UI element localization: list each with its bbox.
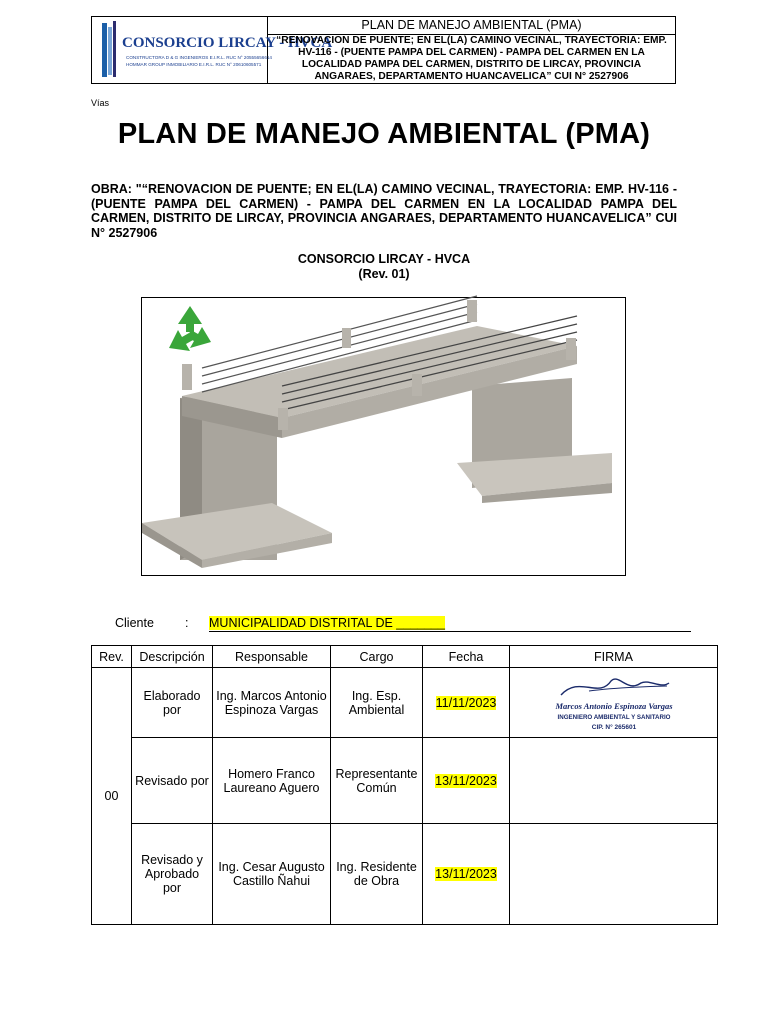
approval-table xyxy=(91,645,718,925)
fecha-cell xyxy=(423,824,510,925)
col-rev: Rev. xyxy=(92,646,132,668)
logo-line2: HOMMAR GROUP INMOBILIARIO E.I.R.L. RUC N° 20610605571 xyxy=(126,62,262,67)
fecha-value: 11/11/2023 xyxy=(435,695,497,710)
document-header xyxy=(91,16,676,84)
bridge-illustration xyxy=(141,297,626,576)
consortium-block xyxy=(0,252,768,282)
project-description: OBRA: "“RENOVACION DE PUENTE; EN EL(LA) CAMINO VECINAL, TRAYECTORIA: EMP. HV-116 - (PUENTE PAMPA DEL CARMEN) - PAMPA DEL CARMEN EN LA LOCALIDAD PAMPA DEL CARMEN, DISTRITO DE LIRCAY, PROVINCIA ANGARAES, DEPARTAMENTO HUANCAVELICA” CUI N° 2527906 xyxy=(91,182,677,240)
fecha-cell xyxy=(423,668,510,738)
descripcion-cell: Revisado y Aprobado por xyxy=(132,824,213,925)
fecha-value: 13/11/2023 xyxy=(435,773,497,788)
client-underline xyxy=(209,631,691,632)
firma-cell xyxy=(510,738,718,824)
firma-cell xyxy=(510,824,718,925)
firma-cell xyxy=(510,668,718,738)
client-colon: : xyxy=(185,616,189,630)
col-responsable: Responsable xyxy=(213,646,331,668)
recycle-icon xyxy=(165,306,215,357)
section-label: Vías xyxy=(91,98,110,108)
rev-cell: 00 xyxy=(92,668,132,925)
page-title: PLAN DE MANEJO AMBIENTAL (PMA) xyxy=(117,118,651,150)
client-value: MUNICIPALIDAD DISTRITAL DE _______ xyxy=(209,616,445,630)
fecha-cell xyxy=(423,738,510,824)
company-logo xyxy=(92,17,333,83)
client-row xyxy=(115,616,691,634)
col-fecha: Fecha xyxy=(423,646,510,668)
descripcion-cell: Revisado por xyxy=(132,738,213,824)
consortium-name: CONSORCIO LIRCAY - HVCA xyxy=(297,252,471,266)
cargo-cell: Representante Común xyxy=(331,738,423,824)
responsable-cell: Ing. Marcos Antonio Espinoza Vargas xyxy=(213,668,331,738)
stamp-title: INGENIERO AMBIENTAL Y SANITARIO xyxy=(557,714,670,721)
table-row xyxy=(92,668,718,738)
fecha-value: 13/11/2023 xyxy=(435,867,497,881)
cargo-cell: Ing. Esp. Ambiental xyxy=(331,668,423,738)
descripcion-cell: Elaborado por xyxy=(132,668,213,738)
revision-label: (Rev. 01) xyxy=(358,267,410,281)
signature-stamp xyxy=(549,669,679,733)
responsable-cell: Homero Franco Laureano Aguero xyxy=(213,738,331,824)
col-cargo: Cargo xyxy=(331,646,423,668)
table-row xyxy=(92,824,718,925)
header-subtitle: “RENOVACION DE PUENTE; EN EL(LA) CAMINO VECINAL, TRAYECTORIA: EMP. HV-116 - (PUENTE PAMPA DEL CARMEN) - PAMPA DEL CARMEN EN LA LOCALIDAD PAMPA DEL CARMEN, DISTRITO DE LIRCAY, PROVINCIA ANGARAES, DEPARTAMENTO HUANCAVELICA” CUI N° 2527906 xyxy=(276,35,667,82)
logo-line1: CONSTRUCTORA D & G INGENIEROS E.I.R.L. RUC N° 20555656614 xyxy=(126,55,272,60)
logo-name: CONSORCIO LIRCAY - HVCA xyxy=(122,35,333,51)
client-label: Cliente xyxy=(115,616,154,630)
stamp-name: Marcos Antonio Espinoza Vargas xyxy=(554,701,673,711)
responsable-cell: Ing. Cesar Augusto Castillo Ñahui xyxy=(213,824,331,925)
col-firma: FIRMA xyxy=(510,646,718,668)
stamp-cip: CIP. N° 265601 xyxy=(591,724,636,731)
col-descripcion: Descripción xyxy=(132,646,213,668)
table-row xyxy=(92,738,718,824)
table-header-row xyxy=(92,646,718,668)
cargo-cell: Ing. Residente de Obra xyxy=(331,824,423,925)
header-title: PLAN DE MANEJO AMBIENTAL (PMA) xyxy=(268,17,675,35)
